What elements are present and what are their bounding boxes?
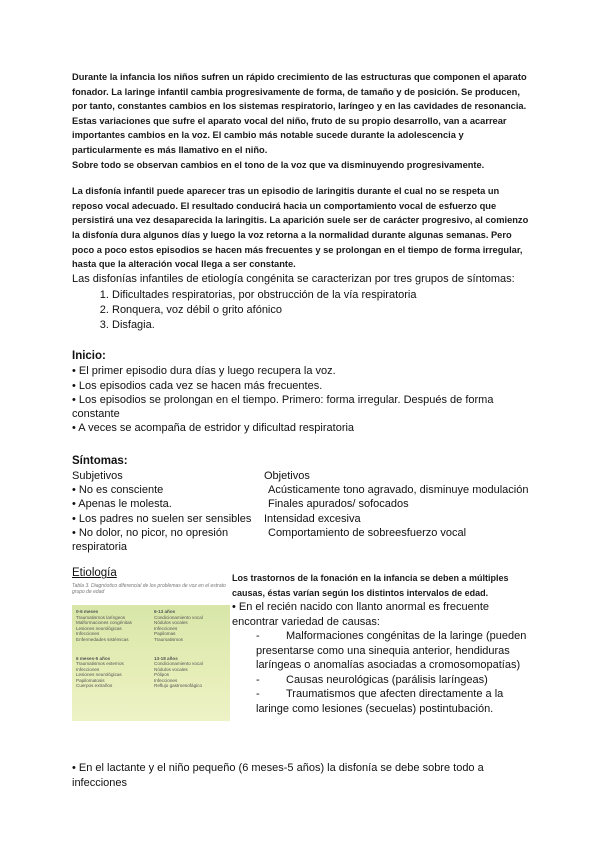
table-cell: Lesiones neurológicas [76,672,122,678]
table-cell: Cuerpos extraños [76,682,113,688]
etiologia-heading: Etiología [72,567,117,580]
objetivos-label: Objetivos [264,469,310,482]
table-cell: Papilomatosis [76,677,105,683]
intro-paragraph-3: La disfonía infantil puede aparecer tras un episodio de laringitis durante el cual no se respeta un reposo vocal adecuado. El resultado conducirá hacia un comportamiento vocal de esfuerzo que persistirá una vez desaparecida la laringitis. La aparición suele ser de carácter progresivo, al comienzo la disfonía dura algunos días y luego la voz retorna a la normalidad durante algunas semanas. Pero poco a poco estos episodios se hacen más frecuentes y se prolongan en el tiempo de forma irregular, hasta que la alteración vocal llega a ser constante. [72,186,529,270]
table-cell: 6 meses-5 años [76,655,111,661]
sintomas-heading: Síntomas: [72,454,128,467]
list-item: • A veces se acompaña de estridor y dificultad respiratoria [72,422,355,435]
list-item: • Los episodios se prolongan en el tiempo. Primero: forma irregular. Después de forma constante [72,393,494,421]
table-cell: Malformaciones congénitas [76,620,132,626]
etiologia-text [232,571,532,733]
objetivo-item: Intensidad excesiva [264,512,361,525]
table-cell: 6-13 años [154,609,176,615]
objetivo-item: Acústicamente tono agravado, disminuye modulación [268,484,529,496]
subjetivo-item: • No dolor, no picor, no opresión respiratoria [72,526,229,554]
table-cell: Reflujo gastroesofágico [154,682,203,688]
list-item: 1. Dificultades respiratorias, por obstrucción de la vía respiratoria [112,288,532,303]
document-page [72,70,532,790]
subjetivo-item: • No es consciente [72,484,164,496]
table-body [72,605,230,721]
inicio-heading: Inicio: [72,350,106,363]
subjetivo-item: • Los padres no suelen ser sensibles [72,512,252,525]
intro-paragraph-1: Durante la infancia los niños sufren un rápido crecimiento de las estructuras que componen el aparato fonador. La laringe infantil cambia progresivamente de forma, de tamaño y de posición. Se producen, por tanto, constantes cambios en los sistemas respiratorio, laríngeo y en las cavidades de resonancia. Estas variaciones que sufre el aparato vocal del niño, fruto de su propio desarrollo, van a acarrear importantes cambios en la voz. El cambio más notable sucede durante la adolescencia y particularmente es más llamativo en el niño. [72,72,527,155]
list-item: • Los episodios cada vez se hacen más frecuentes. [72,379,323,392]
congenital-symptom-list [72,288,532,333]
objetivo-item: Finales apurados/ sofocados [268,498,409,511]
subjetivos-label: Subjetivos [72,469,123,482]
infant-causes: • En el lactante y el niño pequeño (6 meses-5 años) la disfonía se debe sobre todo a infecciones [72,762,484,789]
intro-paragraph-2: Sobre todo se observan cambios en el tono de la voz que va disminuyendo progresivamente. [72,159,485,170]
symptoms-table [72,469,532,555]
table-cell: Enfermedades sistémicas [76,636,129,642]
table-cell: Lesiones neurológicas [76,625,122,631]
list-item: 2. Ronquera, voz débil o grito afónico [112,303,532,318]
table-cell: Infecciones [76,666,100,672]
differential-diagnosis-table-image [72,583,230,733]
table-cell: Infecciones [154,625,178,631]
table-cell: Condicionamiento vocal [154,661,203,667]
table-cell: Infecciones [76,631,100,637]
table-cell: Infecciones [154,677,178,683]
objetivo-item: Comportamiento de sobreesfuerzo vocal [268,526,467,539]
list-item: 3. Disfagia. [112,318,532,333]
cause-item: - Causas neurológicas (parálisis laríngeas) [256,673,488,686]
table-column-1 [76,609,148,688]
table-cell: Traumatismos laríngeos [76,614,126,620]
table-caption: Tabla 3. Diagnóstico diferencial de los problemas de voz en el estrato grupo de edad [72,583,226,596]
table-cell: Nódulos vocales [154,620,188,626]
table-cell: Papilomas [154,631,176,637]
table-cell: 0-6 meses [76,609,99,615]
table-cell: Traumatismos externos [76,661,124,667]
table-cell: Pólipos [154,672,170,678]
table-cell: Nódulos vocales [154,666,188,672]
congenital-lead: Las disfonías infantiles de etiología congénita se caracterizan por tres grupos de síntomas: [72,272,515,285]
table-cell: Condicionamiento vocal [154,614,203,620]
etiologia-intro: Los trastornos de la fonación en la infancia se deben a múltiples causas, éstas varían según los distintos intervalos de edad. [232,573,509,598]
list-item: • El primer episodio dura días y luego recupera la voz. [72,365,336,378]
newborn-causes: • En el recién nacido con llanto anormal es frecuente encontrar variedad de causas: [232,601,490,628]
cause-item: - Malformaciones congénitas de la laringe (pueden presentarse como una sinequia anterior, hendiduras laríngeas o anomalías asociadas a cromosomopatías) [256,630,527,672]
cause-item: - Traumatismos que afecten directamente a la laringe como lesiones (secuelas) postintubación. [256,688,504,715]
table-column-2 [154,609,226,688]
table-cell: 13-18 años [154,655,178,661]
subjetivo-item: • Apenas le molesta. [72,498,172,511]
table-cell: Traumatismos [154,636,183,642]
